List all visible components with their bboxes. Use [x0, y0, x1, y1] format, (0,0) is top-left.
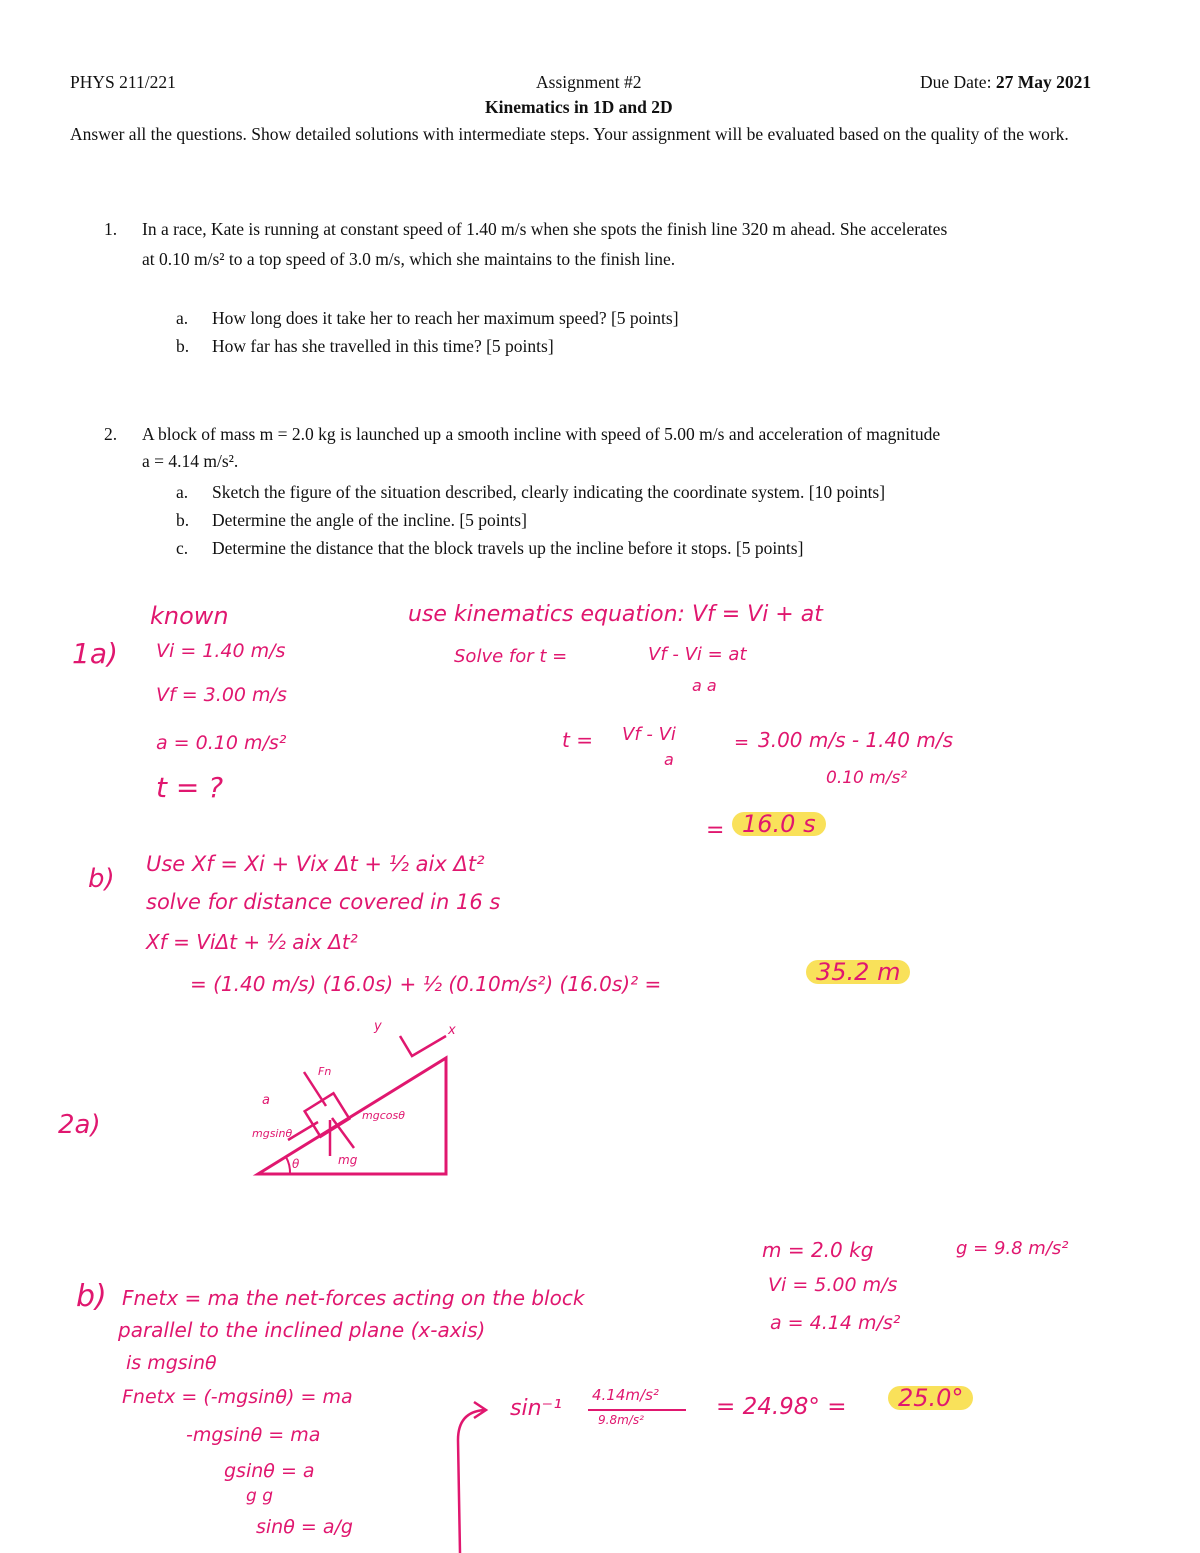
q2b-label: b): [76, 1279, 107, 1314]
q1b-letter: b.: [176, 336, 190, 356]
given-gravity: g = 9.8 m/s²: [956, 1238, 1069, 1259]
assignment-number: Assignment #2: [536, 72, 642, 92]
t-lhs: t =: [562, 728, 593, 752]
xf-result: 35.2 m: [806, 960, 910, 984]
fnet-line1: Fnetx = ma the net-forces acting on the block: [122, 1286, 585, 1310]
q1a-letter: a.: [176, 308, 189, 328]
due-date-value: 27 May 2021: [995, 72, 1092, 92]
q2a-letter: a.: [176, 482, 189, 502]
diagram-y-axis-label: y: [374, 1019, 382, 1034]
rearranged-denominator: a a: [692, 676, 717, 695]
diagram-weight-label: mg: [338, 1153, 358, 1167]
t-equals: =: [734, 732, 750, 753]
fnet-eq2: -mgsinθ = ma: [186, 1424, 321, 1446]
due-label: Due Date:: [920, 72, 992, 92]
q2c-text: Determine the distance that the block travels up the incline before it stops. [5 points]: [212, 538, 804, 558]
fnet-eq4: sinθ = a/g: [256, 1516, 353, 1538]
t-result: 16.0 s: [732, 812, 826, 836]
asin-middle: = 24.98° =: [716, 1394, 847, 1420]
instructions: Answer all the questions. Show detailed solutions with intermediate steps. Your assignment will be evaluated based on the quality of the work.: [70, 124, 1069, 144]
t-formula-denominator: a: [664, 750, 674, 769]
q2b-letter: b.: [176, 510, 190, 530]
use-kinematics-equation: use kinematics equation: Vf = Vi + at: [408, 602, 823, 627]
fnet-line2: parallel to the inclined plane (x-axis): [118, 1318, 486, 1342]
q2-number: 2.: [104, 424, 118, 444]
diagram-mgcos-label: mgcosθ: [362, 1109, 405, 1122]
q1b-label: b): [88, 864, 115, 894]
t-sub-denominator: 0.10 m/s²: [826, 768, 908, 788]
q2a-text: Sketch the figure of the situation described, clearly indicating the coordinate system. [10 points]: [212, 482, 886, 502]
fnet-eq3-numerator: gsinθ = a: [224, 1460, 315, 1482]
given-initial-speed: Vi = 5.00 m/s: [768, 1274, 898, 1296]
t-sub-numerator: 3.00 m/s - 1.40 m/s: [758, 728, 953, 752]
q1a-label: 1a): [72, 637, 118, 670]
diagram-accel-label: a: [262, 1093, 270, 1108]
known-a: a = 0.10 m/s²: [156, 732, 287, 754]
asin-lhs: sin⁻¹: [510, 1396, 562, 1421]
q2-text-line2: a = 4.14 m/s².: [142, 451, 239, 471]
angle-result: 25.0°: [888, 1386, 973, 1410]
asin-numerator: 4.14m/s²: [592, 1386, 659, 1404]
use-position-equation: Use Xf = Xi + Vix Δt + ½ aix Δt²: [146, 852, 485, 876]
course-code: PHYS 211/221: [70, 72, 176, 92]
given-mass: m = 2.0 kg: [762, 1238, 874, 1262]
given-acceleration: a = 4.14 m/s²: [770, 1312, 901, 1334]
t-equals-2: =: [706, 818, 725, 843]
asin-denominator: 9.8m/s²: [598, 1413, 644, 1427]
known-vi: Vi = 1.40 m/s: [156, 640, 286, 662]
solve-for-distance: solve for distance covered in 16 s: [146, 890, 501, 914]
known-vf: Vf = 3.00 m/s: [156, 684, 287, 706]
q1a-text: How long does it take her to reach her maximum speed? [5 points]: [212, 308, 679, 328]
t-formula-numerator: Vf - Vi: [622, 724, 676, 745]
fnet-eq3-denominator: g g: [246, 1486, 273, 1506]
known-t: t = ?: [156, 771, 224, 804]
xf-equation: Xf = ViΔt + ½ aix Δt²: [146, 930, 358, 954]
diagram-angle-label: θ: [292, 1157, 300, 1171]
q2-text-line1: A block of mass m = 2.0 kg is launched up a smooth incline with speed of 5.00 m/s and acceleration of magnitude: [142, 424, 941, 444]
diagram-x-axis-label: x: [448, 1023, 456, 1038]
rearranged-numerator: Vf - Vi = at: [648, 644, 747, 665]
q2b-text: Determine the angle of the incline. [5 points]: [212, 510, 527, 530]
q2a-label: 2a): [58, 1110, 101, 1140]
fnet-eq1: Fnetx = (-mgsinθ) = ma: [122, 1386, 353, 1408]
known-title: known: [150, 602, 229, 630]
page-title: Kinematics in 1D and 2D: [485, 97, 673, 117]
solve-for-t: Solve for t =: [454, 646, 568, 667]
diagram-normal-label: Fn: [318, 1065, 332, 1078]
diagram-mgsin-label: mgsinθ: [252, 1127, 293, 1140]
q1-text-line1: In a race, Kate is running at constant speed of 1.40 m/s when she spots the finish line 320 m ahead. She accelerates: [142, 219, 948, 239]
q2c-letter: c.: [176, 538, 189, 558]
q1-text-line2: at 0.10 m/s² to a top speed of 3.0 m/s, which she maintains to the finish line.: [142, 249, 676, 269]
q1b-text: How far has she travelled in this time? [5 points]: [212, 336, 554, 356]
fnet-line3: is mgsinθ: [126, 1352, 217, 1374]
q1-number: 1.: [104, 219, 118, 239]
xf-substitution: = (1.40 m/s) (16.0s) + ½ (0.10m/s²) (16.0s)² =: [190, 972, 662, 996]
